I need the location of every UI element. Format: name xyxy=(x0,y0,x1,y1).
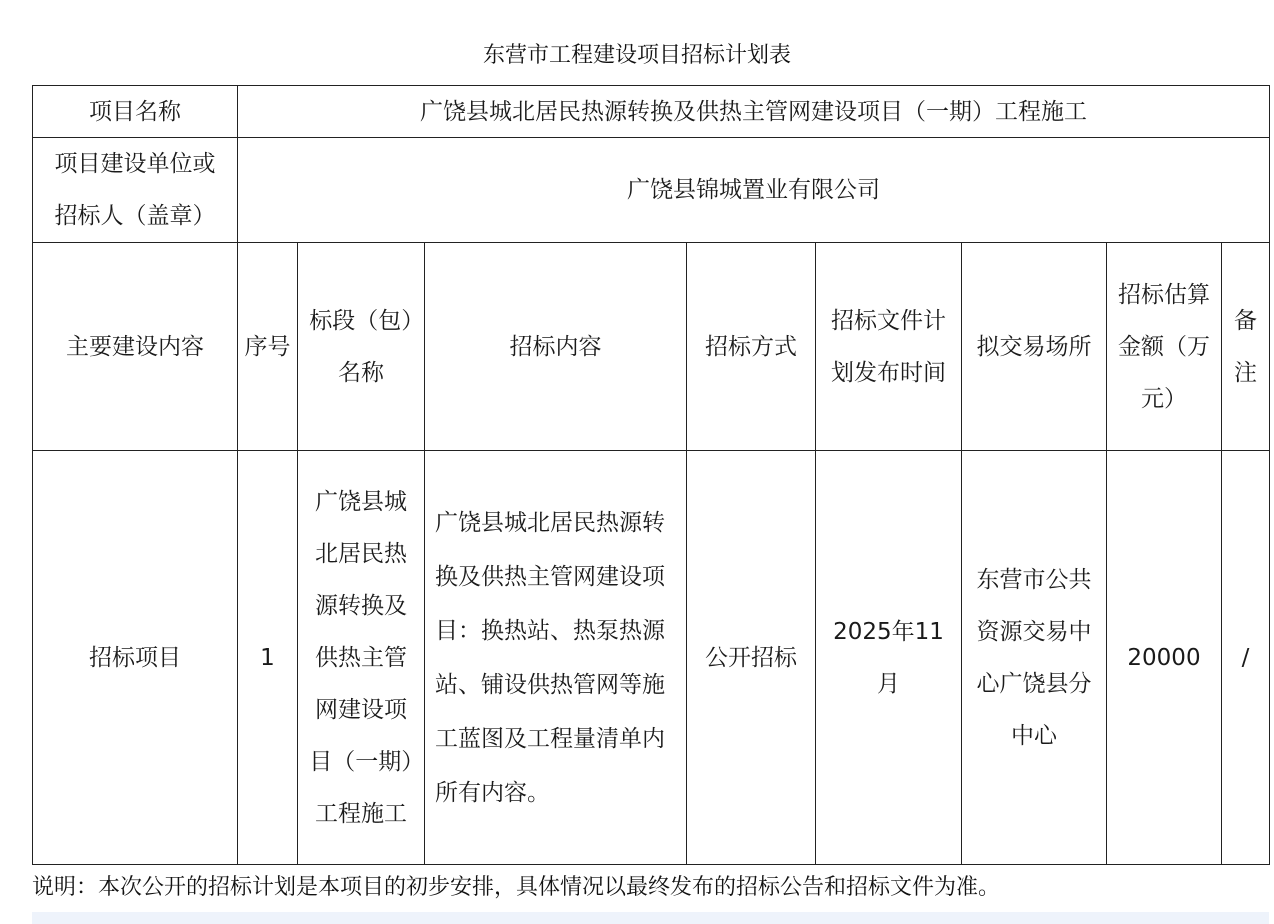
item-time: 2025年11月 xyxy=(816,451,962,865)
header-section: 标段（包）名称 xyxy=(298,243,425,451)
header-method: 招标方式 xyxy=(687,243,816,451)
item-amount: 20000 xyxy=(1107,451,1222,865)
table-row xyxy=(33,451,1270,865)
header-amount: 招标估算金额（万元） xyxy=(1107,243,1222,451)
header-remark: 备注 xyxy=(1222,243,1270,451)
unit-value: 广饶县锦城置业有限公司 xyxy=(238,138,1270,243)
header-time: 招标文件计划发布时间 xyxy=(816,243,962,451)
item-seq: 1 xyxy=(238,451,298,865)
unit-label-line1: 项目建设单位或 xyxy=(54,151,216,177)
project-name-value: 广饶县城北居民热源转换及供热主管网建设项目（一期）工程施工 xyxy=(238,86,1270,138)
item-section: 广饶县城北居民热源转换及供热主管网建设项目（一期）工程施工 xyxy=(298,451,425,865)
item-remark: / xyxy=(1222,451,1270,865)
tender-plan-table xyxy=(32,85,1270,865)
header-row xyxy=(33,243,1270,451)
header-venue: 拟交易场所 xyxy=(962,243,1107,451)
bottom-divider xyxy=(32,912,1269,924)
unit-label xyxy=(33,138,238,243)
item-type: 招标项目 xyxy=(33,451,238,865)
footnote: 说明：本次公开的招标计划是本项目的初步安排，具体情况以最终发布的招标公告和招标文件为准。 xyxy=(32,875,1001,900)
header-content: 招标内容 xyxy=(425,243,687,451)
item-method: 公开招标 xyxy=(687,451,816,865)
project-name-label: 项目名称 xyxy=(33,86,238,138)
item-content: 广饶县城北居民热源转换及供热主管网建设项目：换热站、热泵热源站、铺设供热管网等施工蓝图及工程量清单内所有内容。 xyxy=(425,451,687,865)
header-main-content: 主要建设内容 xyxy=(33,243,238,451)
unit-label-line2: 招标人（盖章） xyxy=(54,203,216,229)
header-seq: 序号 xyxy=(238,243,298,451)
project-name-row xyxy=(33,86,1270,138)
unit-row xyxy=(33,138,1270,243)
item-venue: 东营市公共资源交易中心广饶县分中心 xyxy=(962,451,1107,865)
document-title: 东营市工程建设项目招标计划表 xyxy=(482,43,791,68)
